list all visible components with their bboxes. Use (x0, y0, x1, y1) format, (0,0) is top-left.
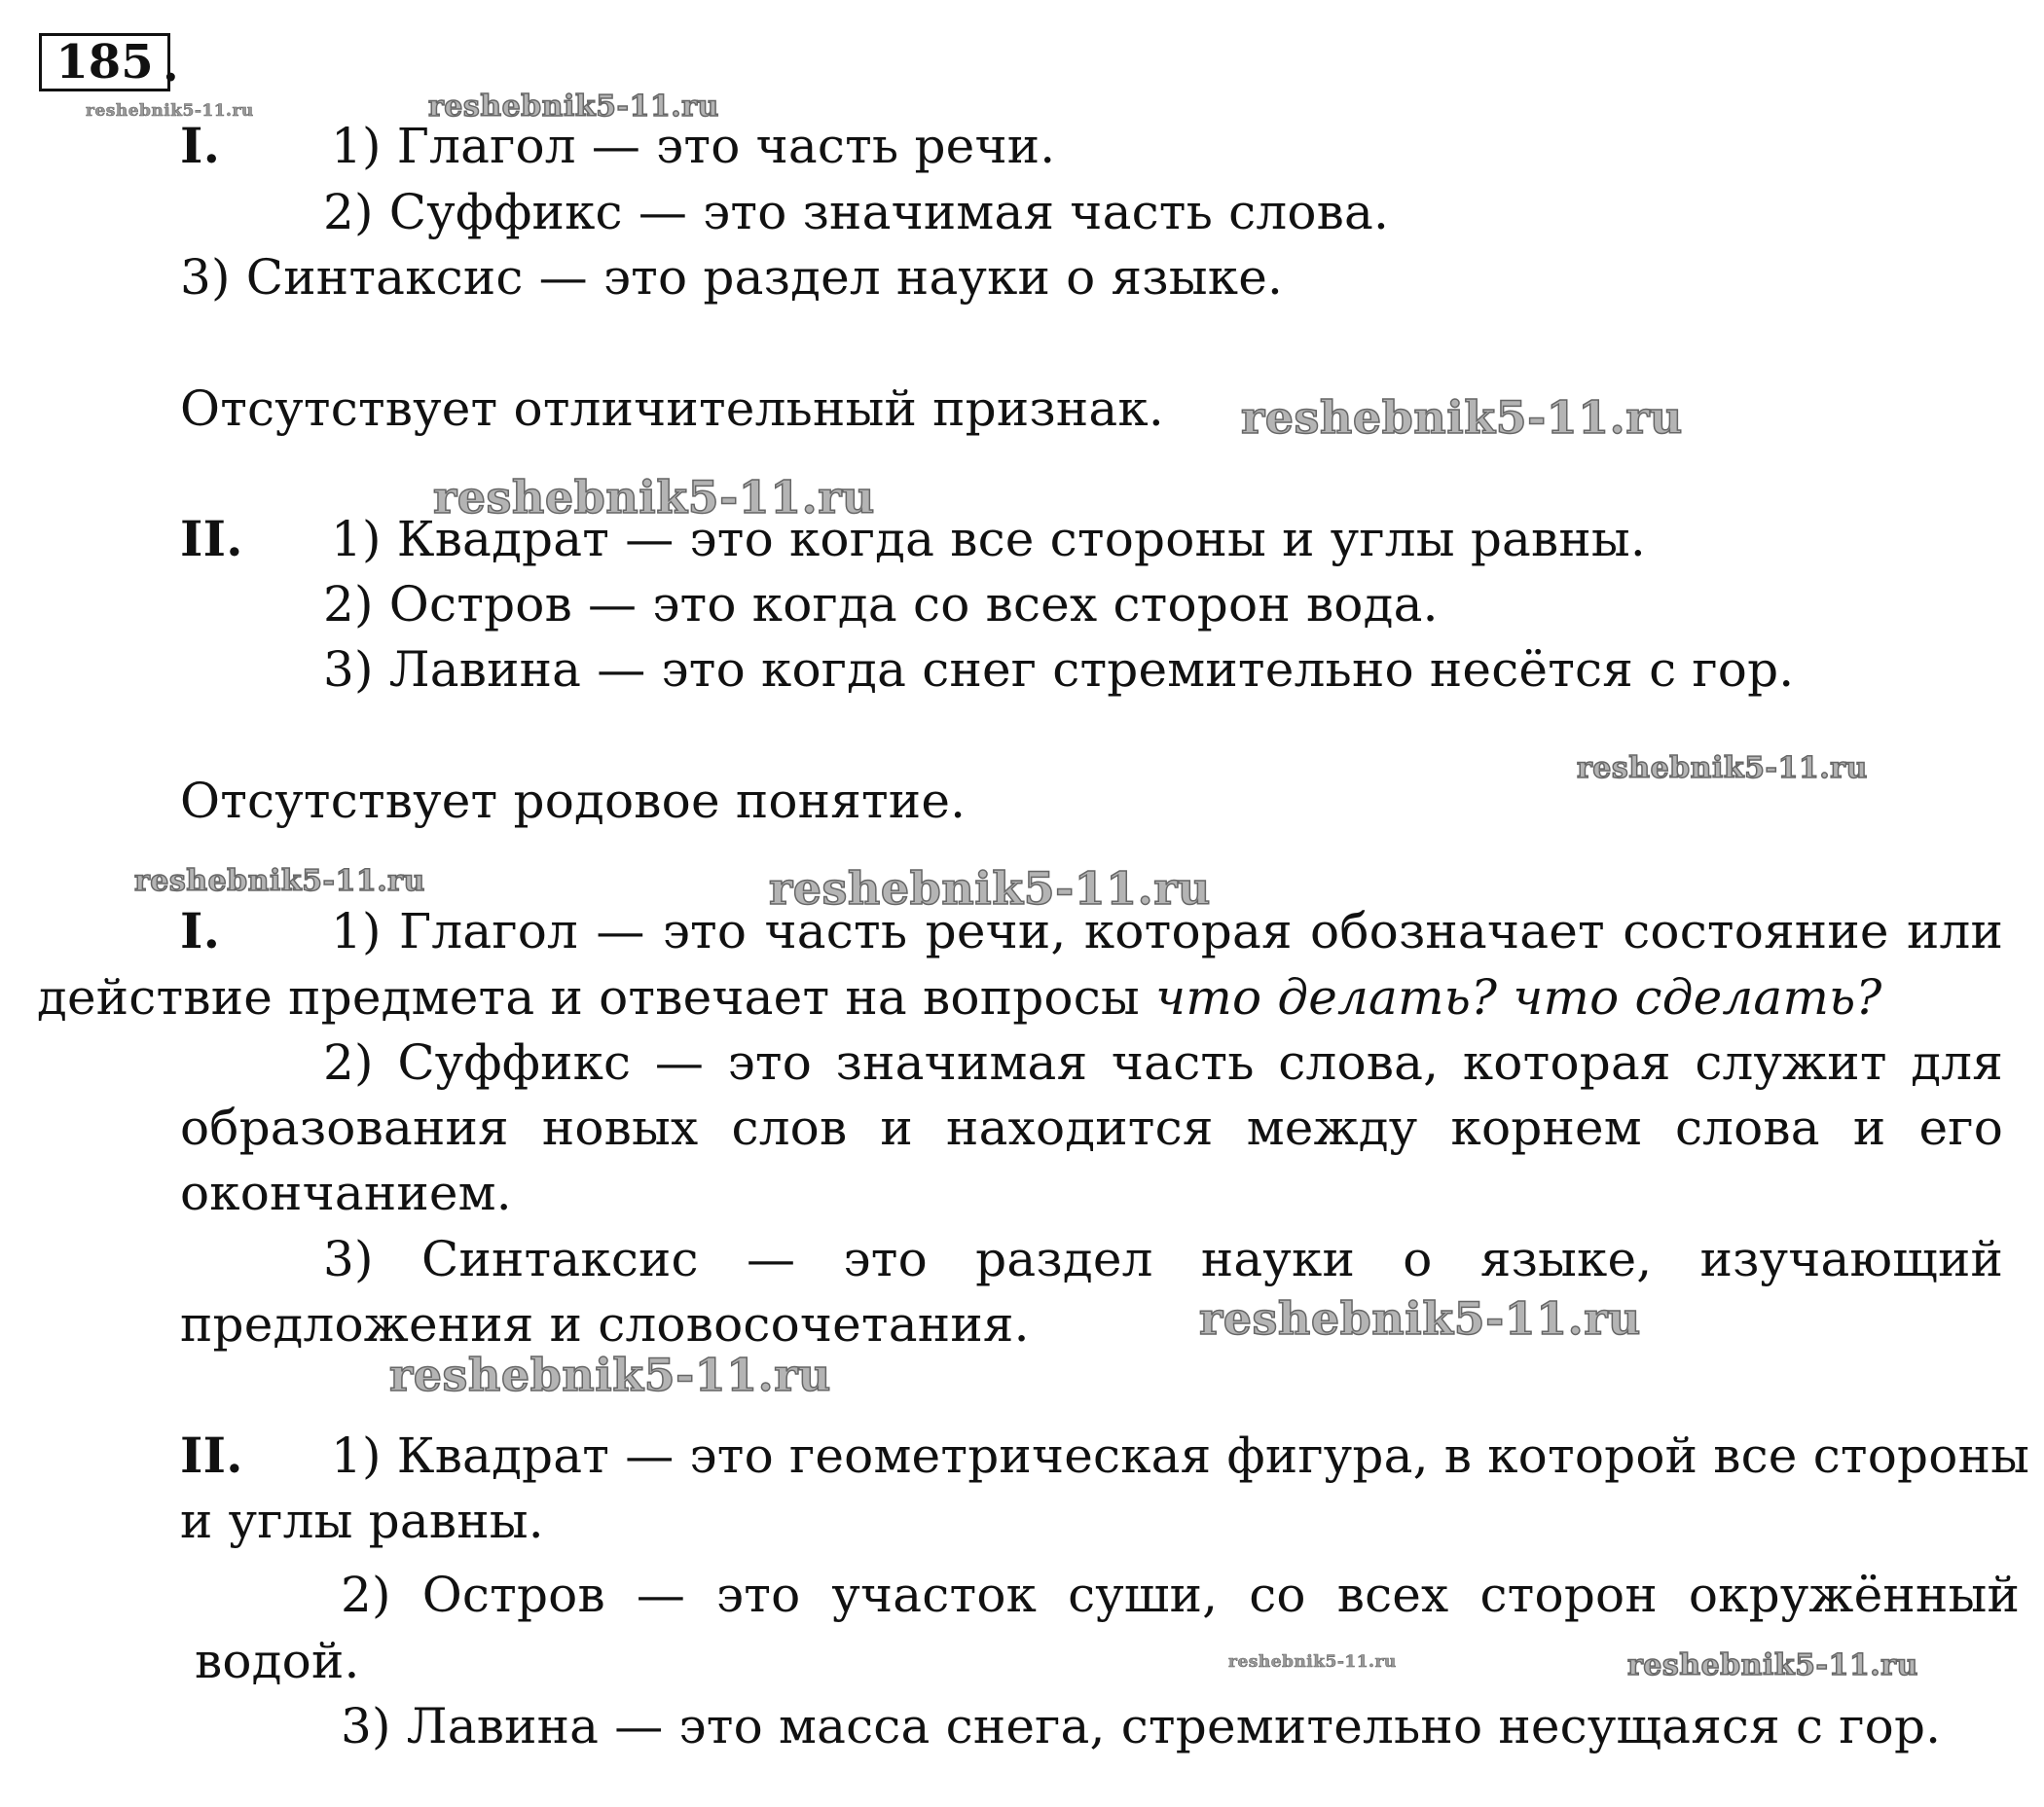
definition-item: 1) Квадрат — это когда все стороны и углы равны. (331, 511, 1647, 567)
exercise-number-dot: . (163, 38, 179, 92)
definition-line: предложения и словосочетания. (180, 1296, 1030, 1353)
definition-item: 3) Синтаксис — это раздел науки о языке. (180, 249, 1284, 306)
watermark: reshebnik5-11.ru (428, 90, 719, 124)
roman-label-2: II. (180, 510, 243, 567)
roman-label-3: I. (180, 902, 221, 959)
definition-item: 1) Глагол — это часть речи. (331, 118, 1056, 174)
watermark: reshebnik5-11.ru (433, 471, 875, 524)
conclusion-text: Отсутствует родовое понятие. (180, 773, 967, 829)
roman-label-4: II. (180, 1427, 243, 1484)
definition-line: водой. (195, 1633, 360, 1689)
watermark: reshebnik5-11.ru (1228, 1652, 1397, 1672)
watermark: reshebnik5-11.ru (389, 1349, 831, 1401)
watermark: reshebnik5-11.ru (769, 862, 1211, 915)
definition-line: 2) Суффикс — это значимая часть слова, которая служит для (323, 1034, 2003, 1091)
definition-line: и углы равны. (180, 1493, 544, 1549)
watermark: reshebnik5-11.ru (1627, 1648, 1918, 1682)
definition-line: 3) Синтаксис — это раздел науки о языке, изучающий (323, 1231, 2003, 1287)
watermark: reshebnik5-11.ru (1199, 1292, 1641, 1345)
question-italic: что делать? что сделать? (1155, 969, 1882, 1026)
conclusion-text: Отсутствует отличительный признак. (180, 380, 1164, 437)
watermark: reshebnik5-11.ru (86, 101, 254, 121)
watermark: reshebnik5-11.ru (1577, 751, 1868, 785)
definition-line: действие предмета и отвечает на вопросы что делать? что сделать? (37, 969, 1882, 1026)
definition-line: 2) Остров — это участок суши, со всех сторон окружённый (341, 1567, 2020, 1623)
exercise-number: 185 (39, 33, 170, 91)
definition-item: 2) Остров — это когда со всех сторон вода. (323, 576, 1439, 632)
watermark: reshebnik5-11.ru (1241, 391, 1683, 444)
definition-item: 3) Лавина — это когда снег стремительно несётся с гор. (323, 641, 1795, 698)
definition-line: 1) Квадрат — это геометрическая фигура, в которой все стороны (331, 1428, 2030, 1484)
watermark: reshebnik5-11.ru (134, 864, 425, 898)
definition-line: окончанием. (180, 1165, 512, 1221)
definition-item: 2) Суффикс — это значимая часть слова. (323, 184, 1390, 240)
definition-line: 3) Лавина — это масса снега, стремительно несущаяся с гор. (341, 1698, 1942, 1754)
definition-line: 1) Глагол — это часть речи, которая обозначает состояние или (331, 903, 2003, 959)
roman-label-1: I. (180, 117, 221, 174)
definition-line: образования новых слов и находится между корнем слова и его (180, 1100, 2003, 1156)
